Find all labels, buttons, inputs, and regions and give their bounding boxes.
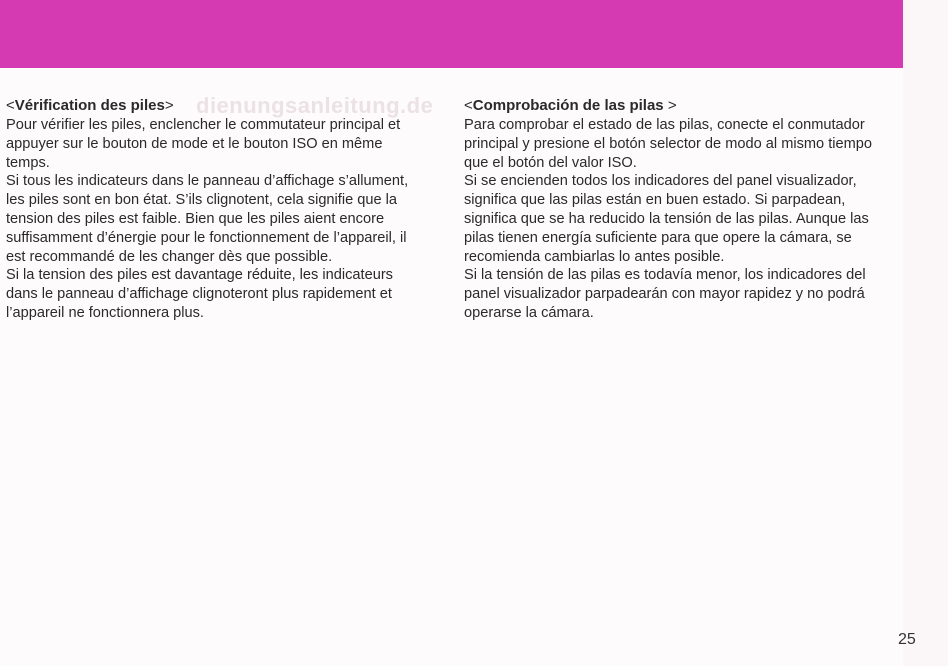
header-color-bar xyxy=(0,0,903,68)
french-paragraph: Si la tension des piles est davantage réduite, les indicateurs dans le panneau d’affichage clignoteront plus rapidement et l’appareil ne fonctionnera plus. xyxy=(6,267,393,321)
heading-close-bracket: > xyxy=(663,97,677,114)
spanish-paragraph: Si se encienden todos los indicadores del panel visualizador, significa que las pilas están en buen estado. Si parpadean, significa que se ha reducido la tensión de las pilas. Aunque las pilas tienen energía suficiente para que opere la cámara, se recomienda cambiarlas lo antes posible. xyxy=(464,173,869,265)
french-heading-text: Vérification des piles xyxy=(14,97,165,114)
french-heading xyxy=(6,96,426,116)
spanish-heading-text: Comprobación de las pilas xyxy=(472,97,664,114)
spanish-heading xyxy=(464,96,894,116)
page-edge-strip xyxy=(903,0,948,666)
spanish-section xyxy=(464,96,894,323)
heading-close-bracket: > xyxy=(164,97,174,114)
spanish-paragraph: Si la tensión de las pilas es todavía menor, los indicadores del panel visualizador parpadearán con mayor rapidez y no podrá operarse la cámara. xyxy=(464,267,866,321)
french-paragraph: Pour vérifier les piles, enclencher le commutateur principal et appuyer sur le bouton de mode et le bouton ISO en même temps. xyxy=(6,117,401,171)
heading-open-bracket: < xyxy=(6,97,15,114)
watermark: dienungsanleitung.de xyxy=(196,93,434,118)
page-number: 25 xyxy=(898,631,916,648)
heading-open-bracket: < xyxy=(464,97,473,114)
spanish-paragraph: Para comprobar el estado de las pilas, conecte el conmutador principal y presione el botón selector de modo al mismo tiempo que el botón del valor ISO. xyxy=(464,117,873,171)
french-paragraph: Si tous les indicateurs dans le panneau d’affichage s’allument, les piles sont en bon état. S’ils clignotent, cela signifie que la tension des piles est faible. Bien que les piles aient encore suffisamment d’énergie pour le fonctionnement de l’appareil, il est recommandé de les changer dès que possible. xyxy=(6,173,409,265)
french-section xyxy=(6,96,426,323)
